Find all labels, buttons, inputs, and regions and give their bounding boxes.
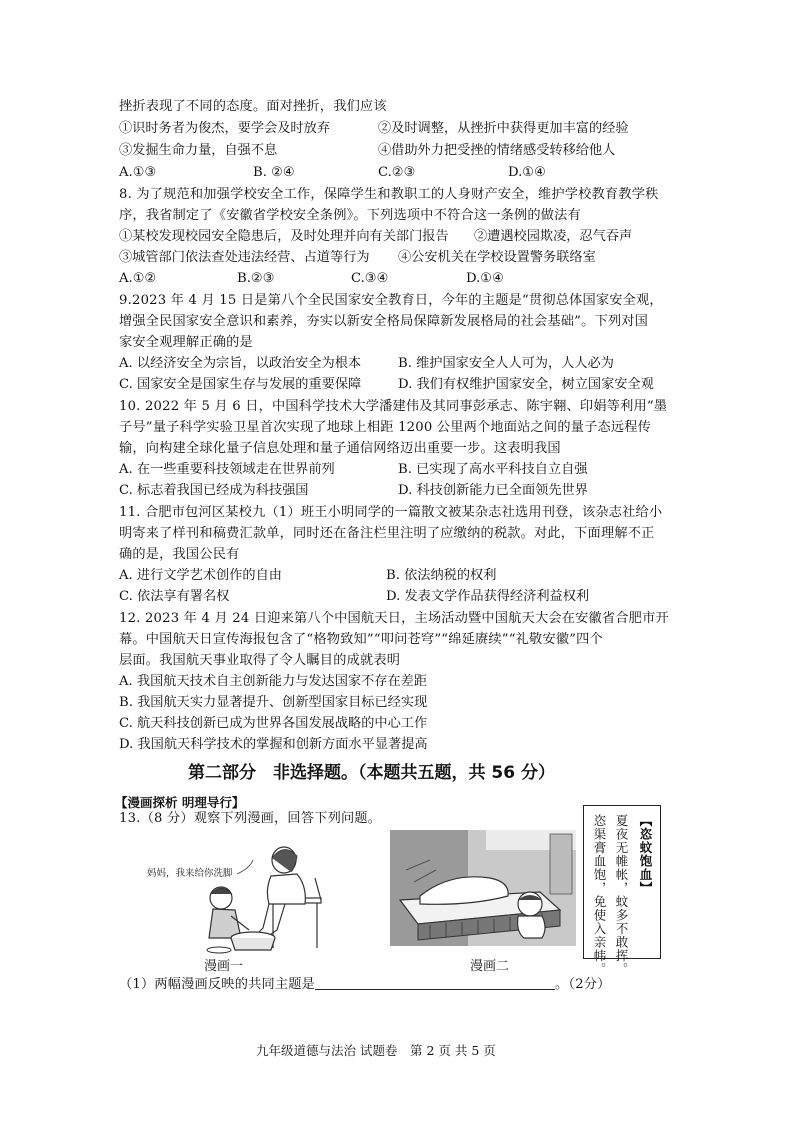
poem-line: 夏夜无帷帐，蚊多不敢挥。 [614,814,629,976]
answer-option: B.②③ [237,271,275,286]
answer-option: B. 我国航天实力显著提升、创新型国家目标已经实现 [119,695,428,710]
option-statement: ③发掘生命力量，自强不息 [119,143,278,158]
answer-option: A. 进行文学艺术创作的自由 [119,568,282,583]
answer-option: D. 我们有权维护国家安全，树立国家安全观 [398,377,654,392]
answer-option: C.③④ [351,271,389,286]
answer-option: D.①④ [508,165,546,180]
text-line: 确的是，我国公民有 [119,547,240,562]
answer-option: D. 发表文学作品获得经济利益权利 [386,589,590,604]
question-13-1 [119,975,611,994]
option-statement: ②遭遇校园欺凌，忍气吞声 [474,229,633,244]
answer-option: B. 依法纳税的权利 [386,568,497,583]
answer-option: C. 航天科技创新已成为世界各国发展战略的中心工作 [119,716,428,731]
question-13-1-prompt: （1）两幅漫画反映的共同主题是 [119,977,316,992]
answer-option: A.①③ [119,165,157,180]
question-9: 9.2023 年 4 月 15 日是第八个全民国家安全教育日，今年的主题是“贯彻总体国家安全观， [119,293,663,308]
comic-one-illustration [145,838,335,956]
option-statement: ④公安机关在学校设置警务联络室 [398,250,596,265]
section-heading: 第二部分 非选择题。（本题共五题，共 56 分） [188,763,555,783]
text-line: 挫折表现了不同的态度。面对挫折，我们应该 [119,99,387,114]
option-statement: ④借助外力把受挫的情绪感受转移给他人 [378,143,616,158]
text-line: 层面。我国航天事业取得了令人瞩目的成就表明 [119,653,401,668]
answer-option: C.②③ [378,165,416,180]
poem-box [583,805,661,976]
question-12: 12. 2023 年 4 月 24 日迎来第八个中国航天日，主场活动暨中国航天大会在安徽省合肥市开 [119,611,669,626]
answer-option: D.①④ [466,271,504,286]
answer-option: C. 依法享有署名权 [119,589,230,604]
text-line: 增强全民国家安全意识和素养，夯实以新安全格局保障新发展格局的社会基础”。下列对国 [119,314,649,329]
answer-option: A. 在一些重要科技领域走在世界前列 [119,462,335,477]
option-statement: ③城管部门依法查处违法经营、占道等行为 [119,250,370,265]
text-line: 输，向构建全球化量子信息处理和量子通信网络迈出重要一步。这表明我国 [119,441,561,456]
answer-option: A. 以经济安全为宗旨，以政治安全为根本 [119,356,362,371]
comic-speech-text: 妈妈，我来给你洗脚 [147,868,233,879]
question-11: 11. 合肥市包河区某校九（1）班王小明同学的一篇散文被某杂志社选用刊登，该杂志社给小 [119,505,663,520]
answer-option: B. 已实现了高水平科技自立自强 [398,462,588,477]
poem-line: 恣渠膏血饱，免使入亲帏。 [592,814,607,976]
answer-option: C. 标志着我国已经成为科技强国 [119,483,309,498]
answer-option: B. 维护国家安全人人可为，人人必为 [398,356,614,371]
answer-option: D. 科技创新能力已全面领先世界 [398,483,588,498]
answer-option: A. 我国航天技术自主创新能力与发达国家不存在差距 [119,674,428,689]
page-footer: 九年级道德与法治 试题卷 第 2 页 共 5 页 [256,1043,496,1058]
option-statement: ①识时务者为俊杰，要学会及时放弃 [119,121,330,136]
answer-option: A.①② [119,271,157,286]
option-statement: ②及时调整，从挫折中获得更加丰富的经验 [378,121,629,136]
question-10: 10. 2022 年 5 月 6 日，中国科学技术大学潘建伟及其同事彭承志、陈宇翱、印娟等利用“墨 [119,399,668,414]
poem-title: 【恣蚊饱血】 [638,814,653,895]
text-line: 家安全观理解正确的是 [119,335,253,350]
text-line: 幕。中国航天日宣传海报包含了“格物致知”“叩问苍穹”“绵延赓续”“礼敬安徽”四个 [119,632,603,647]
text-line: 子号”量子科学实验卫星首次实现了地球上相距 1200 公里两个地面站之间的量子态远程传 [119,420,652,435]
answer-option: D. 我国航天科学技术的掌握和创新方面水平显著提高 [119,737,428,752]
answer-blank[interactable] [315,975,555,990]
answer-option: B. ②④ [253,165,295,180]
question-8: 8. 为了规范和加强学校安全工作，保障学生和教职工的人身财产安全，维护学校教育教学秩 [119,187,659,202]
text-line: 序，我省制定了《安徽省学校安全条例》。下列选项中不符合这一条例的做法有 [119,208,581,223]
section-subheading: 【漫画探析 明理导行】 [115,795,245,810]
question-13-1-score: 。（2分） [555,977,611,992]
comic-two-caption: 漫画二 [470,959,510,974]
option-statement: ①某校发现校园安全隐患后，及时处理并向有关部门报告 [119,229,449,244]
question-13: 13.（8 分）观察下列漫画，回答下列问题。 [119,811,382,826]
comic-two-illustration [390,830,576,946]
text-line: 明寄来了样刊和稿费汇款单，同时还在备注栏里注明了应缴纳的税款。对此，下面理解不正 [119,526,655,541]
answer-option: C. 国家安全是国家生存与发展的重要保障 [119,377,362,392]
comic-one-caption: 漫画一 [204,959,244,974]
